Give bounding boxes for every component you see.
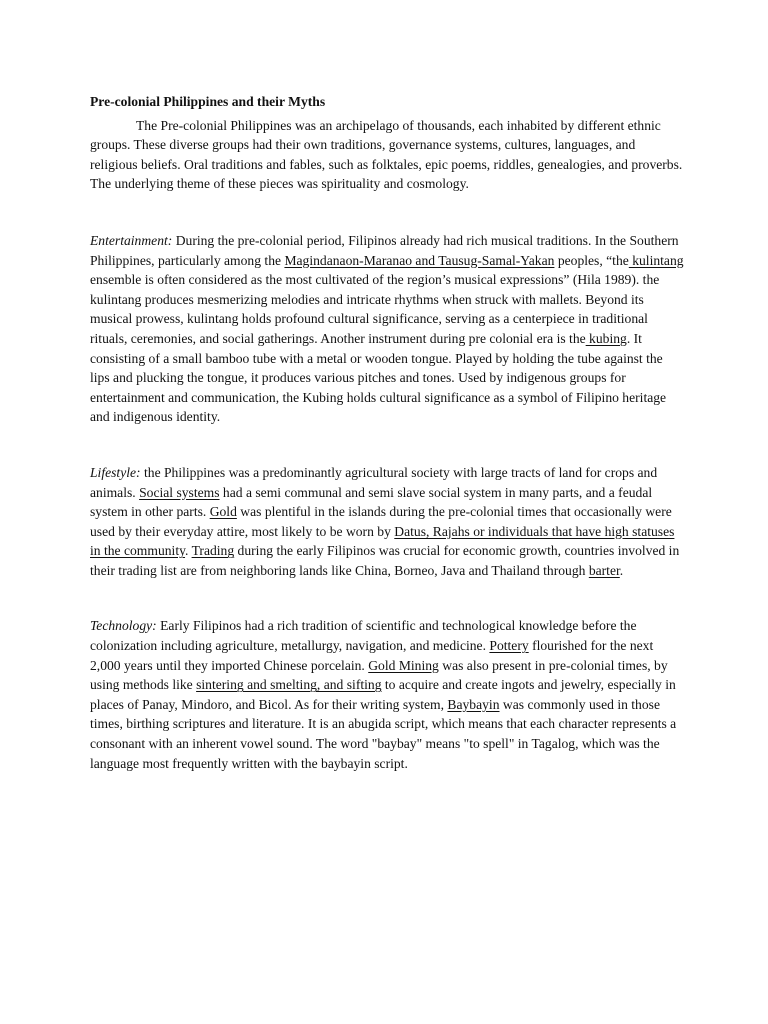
lifestyle-barter-underline: barter	[588, 562, 620, 578]
technology-baybayin-underline: Baybayin	[447, 696, 500, 712]
lifestyle-text-1: the Philippines was a predominantly agricultural society with large tracts of land for crops and animals.	[90, 464, 658, 500]
technology-label: Technology:	[90, 618, 157, 634]
technology-pottery-underline: Pottery	[489, 638, 529, 654]
lifestyle-text-4: .	[185, 543, 192, 559]
technology-text-4: to acquire and create ingots and jewelry, especially in places of Panay, Mindoro, and Bicol. As for their writing system,	[90, 677, 676, 712]
lifestyle-text-2: had a semi communal and semi slave social system in many parts, and a feudal system in other parts.	[90, 484, 653, 520]
lifestyle-trading-underline: Trading	[191, 543, 235, 559]
lifestyle-text-5: during the early Filipinos was crucial for economic growth, countries involved in their trading list are from neighboring lands like China, Borneo, Java and Thailand through	[90, 543, 680, 578]
entertainment-peoples-underline: Magindanaon-Maranao and Tausug-Samal-Yakan	[284, 252, 555, 268]
technology-gold-mining-underline: Gold Mining	[368, 657, 439, 673]
lifestyle-label: Lifestyle:	[90, 464, 141, 480]
lifestyle-text-3: was plentiful in the islands during the pre-colonial times that occasionally were used by their everyday attire, most likely to be worn by	[90, 504, 672, 539]
technology-text-1: Early Filipinos had a rich tradition of scientific and technological knowledge before the colonization including agriculture, metallurgy, navigation, and medicine.	[90, 618, 637, 654]
lifestyle-datus-underline: Datus, Rajahs or individuals that have high statuses in the community	[90, 523, 675, 559]
document-title: Pre-colonial Philippines and their Myths	[90, 94, 326, 109]
technology-paragraph	[90, 616, 684, 773]
technology-methods-underline: sintering and smelting, and sifting	[196, 677, 382, 693]
technology-text-2: flourished for the next 2,000 years until they imported Chinese porcelain.	[90, 638, 654, 673]
entertainment-label: Entertainment:	[90, 232, 173, 248]
entertainment-text-4: . It consisting of a small bamboo tube with a metal or wooden tongue. Played by holding the tube against the lips and plucking the tongue, it produces various pitches and tones. Used by indigenous groups for entertainment and communication, the Kubing holds cultural significance as a symbol of Filipino heritage and indigenous identity.	[90, 330, 667, 425]
document-body	[90, 92, 684, 773]
lifestyle-social-systems-underline: Social systems	[139, 484, 220, 500]
entertainment-paragraph	[90, 231, 684, 427]
technology-text-3: was also present in pre-colonial times, by using methods like	[90, 657, 668, 693]
entertainment-kubing-underline: kubing	[585, 330, 627, 346]
entertainment-text-1: During the pre-colonial period, Filipinos already had rich musical traditions. In the Southern Philippines, particularly among the	[90, 232, 679, 268]
technology-text-5: was commonly used in those times, birthing scriptures and literature. It is an abugida script, which means that each character represents a consonant with an inherent vowel sound. The word "baybay" means "to spell" in Tagalog, which was the language most frequently written with the baybayin script.	[90, 696, 677, 771]
lifestyle-gold-underline: Gold	[209, 504, 237, 520]
entertainment-text-2: peoples, “the	[554, 252, 629, 268]
entertainment-kulintang-underline: kulintang	[628, 252, 684, 268]
lifestyle-text-6: .	[619, 562, 624, 578]
entertainment-text-3: ensemble is often considered as the most cultivated of the region’s musical expressions” (Hila 1989). the kulintang produces mesmerizing melodies and intricate rhythms when struck with mallets. Beyond its musical prowess, kulintang holds profound cultural significance, serving as a centerpiece in traditional rituals, ceremonies, and social gatherings. Another instrument during pre colonial era is the	[90, 272, 660, 346]
intro-paragraph: The Pre-colonial Philippines was an archipelago of thousands, each inhabited by different ethnic groups. These diverse groups had their own traditions, governance systems, cultures, languages, and religious beliefs. Oral traditions and fables, such as folktales, epic poems, riddles, genealogies, and proverbs. The underlying theme of these pieces was spirituality and cosmology.	[90, 117, 683, 192]
lifestyle-paragraph	[90, 463, 684, 581]
